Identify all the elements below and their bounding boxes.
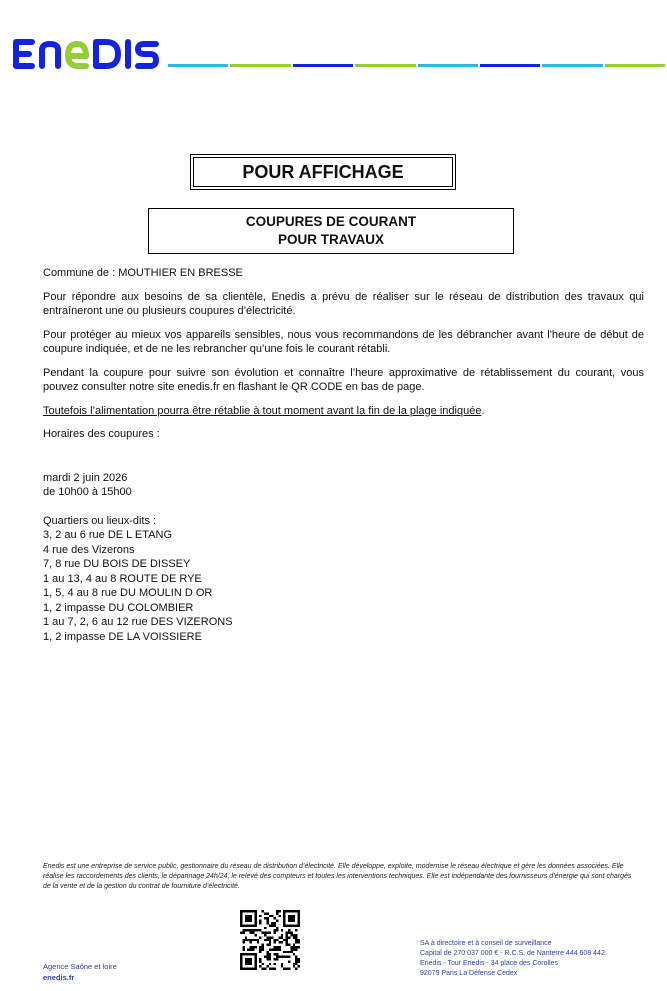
location-item: 4 rue des Vizerons	[43, 543, 135, 556]
divider-segment	[355, 64, 415, 67]
divider-segment	[168, 64, 228, 67]
divider-segment	[542, 64, 602, 67]
footer-description: Enedis est une entreprise de service public, gestionnaire du réseau de distribution d’électricité. Elle développe, exploite, modernise le réseau électrique et gère les données associées. Elle réalise les raccordements des clients, le dépannage 24h/24, le relevé des compteurs et toutes les interventions techniques. Elle est indépendante des fournisseurs d’énergie qui sont chargés de la vente et de la gestion du contrat de fourniture d’électricité.	[43, 863, 632, 890]
agency-name: Agence Saône et loire	[43, 962, 117, 971]
location-item: 1, 2 impasse DE LA VOISSIERE	[43, 630, 202, 643]
schedule-time: de 10h00 à 15h00	[43, 486, 132, 498]
title-line-2: POUR TRAVAUX	[277, 232, 384, 247]
location-item: 1, 2 impasse DU COLOMBIER	[43, 601, 194, 614]
divider-segment	[293, 64, 353, 67]
paragraph-2: Pour protéger au mieux vos appareils sensibles, nous vous recommandons de les débrancher avant l'heure de début de coupure indiquée, et de ne les rebrancher qu’une fois le courant rétabli.	[43, 328, 644, 355]
company-line: 92079 Paris La Défense Cedex	[420, 970, 518, 977]
paragraph-3: Pendant la coupure pour suivre son évolution et connaître l’heure approximative de rétablissement du courant, vous pouvez consulter notre site enedis.fr en flashant le QR CODE en bas de page.	[43, 366, 644, 393]
enedis-logo	[10, 36, 162, 72]
quartiers-label: Quartiers ou lieux-dits :	[43, 514, 157, 527]
schedule	[43, 471, 644, 500]
divider-segment	[605, 64, 665, 67]
paragraph-4-underlined: Toutefois l’alimentation pourra être rétablie à tout moment avant la fin de la plage indiquée	[43, 404, 482, 417]
qr-code[interactable]	[240, 910, 300, 970]
title-line-1: COUPURES DE COURANT	[245, 214, 417, 229]
horaires-label: Horaires des coupures :	[43, 428, 160, 440]
website-link[interactable]: enedis.fr	[43, 973, 75, 982]
divider-segment	[480, 64, 540, 67]
location-item: 1 au 13, 4 au 8 ROUTE DE RYE	[43, 572, 202, 585]
commune-line: Commune de : MOUTHIER EN BRESSE	[43, 267, 243, 279]
notice-title-box	[148, 208, 514, 254]
header-divider	[168, 64, 667, 68]
company-line: Enedis - Tour Enedis - 34 place des Corolles	[420, 960, 559, 967]
affichage-label: POUR AFFICHAGE	[242, 161, 404, 182]
location-item: 3, 2 au 6 rue DE L ETANG	[43, 529, 173, 541]
company-line: SA à directoire et à conseil de surveillance	[420, 940, 552, 947]
notice-body	[43, 266, 644, 644]
agency-block	[43, 961, 117, 983]
divider-segment	[418, 64, 478, 67]
paragraph-1: Pour répondre aux besoins de sa clientèle, Enedis a prévu de réaliser sur le réseau de distribution des travaux qui entraîneront une ou plusieurs coupures d’électricité.	[43, 290, 644, 317]
locations-list	[43, 514, 644, 645]
divider-segment	[230, 64, 290, 67]
location-item: 1, 5, 4 au 8 rue DU MOULIN D OR	[43, 587, 213, 599]
company-line: Capital de 270 037 000 € - R.C.S. de Nanterre 444 608 442	[420, 950, 605, 957]
schedule-date: mardi 2 juin 2026	[43, 471, 128, 484]
location-item: 7, 8 rue DU BOIS DE DISSEY	[43, 558, 191, 570]
paragraph-4	[43, 404, 644, 419]
paragraph-4-end: .	[481, 404, 485, 417]
location-item: 1 au 7, 2, 6 au 12 rue DES VIZERONS	[43, 616, 233, 628]
pour-affichage-box	[190, 154, 456, 190]
company-info	[420, 939, 605, 979]
